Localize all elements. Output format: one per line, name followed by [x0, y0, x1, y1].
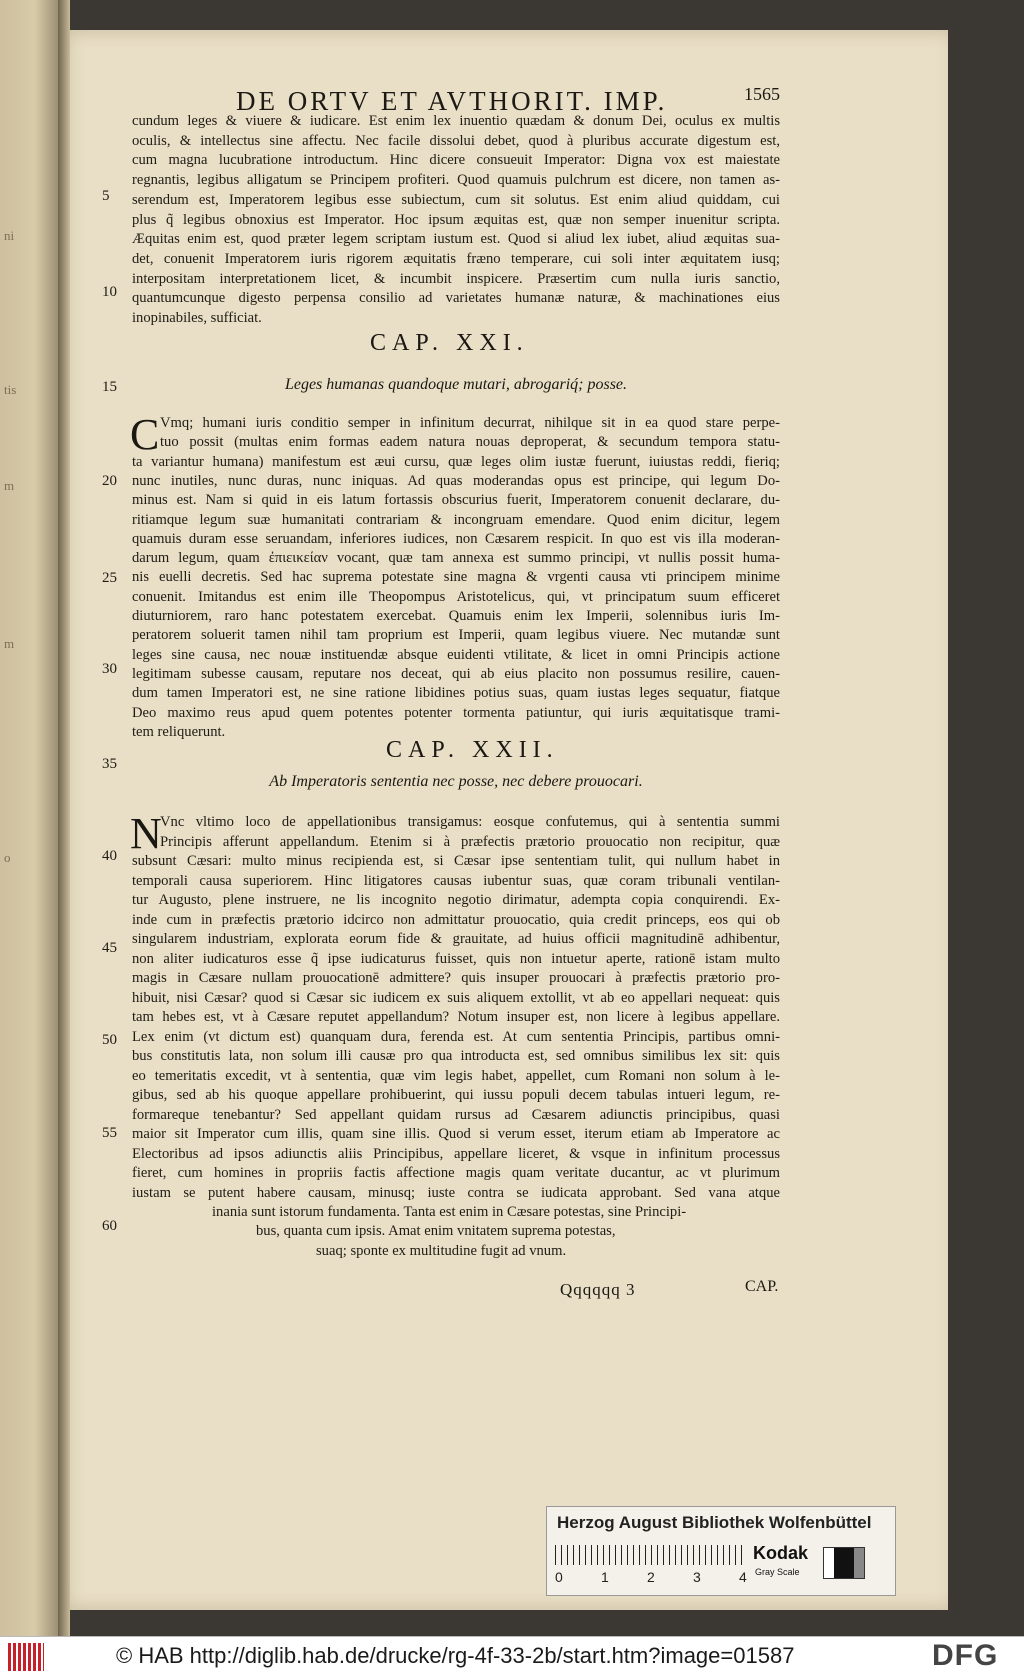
dfg-logo: DFG [932, 1639, 999, 1672]
chapter-21-heading: CAP. XXI. [370, 330, 529, 356]
text-line: Vmq; humani iuris conditio semper in infinitum decurrat, nihilque sit in ea quod stare perpe- [160, 415, 780, 431]
ruler-number: 2 [647, 1569, 655, 1585]
text-line: det, conuenit Imperatorem iuris rigorem æquitatis fræno temperare, cui soli inter æquitatem iusq; [132, 250, 780, 267]
line-number: 45 [102, 940, 117, 956]
text-line: Æquitas enim est, quod præter legem scriptam iustum est. Quod si aliud lex iubet, aliud æquitas sua- [132, 231, 780, 248]
text-line: peratorem soluerit tamen nihil tam proprium est Imperii, quam legibus viuere. Nec mutandæ sunt [132, 627, 780, 644]
grayscale-label: Gray Scale [755, 1567, 800, 1577]
ruler-number: 3 [693, 1569, 701, 1585]
kodak-label: Kodak [753, 1543, 809, 1563]
text-line: tem reliquerunt. [132, 723, 226, 740]
color-reference-card [546, 1506, 896, 1596]
text-line: plus q̃ legibus obnoxius est Imperator. Hoc ipsum æquitas est, quæ non semper inuenitur scripta. [132, 211, 780, 228]
text-line: conuenit. Imitandus est enim ille Theopompus Aristotelicus, qui, vt principatum suum efficeret [132, 588, 780, 605]
text-line: serendum est, Imperatorem legibus esse subiectum, cum sit solutus. Est enim aliud quiddam, cui [132, 191, 780, 208]
text-line: minus est. Nam si quid in eis latum fortassis obscurius fuerit, Imperatorem conuenit declarare, du- [132, 492, 780, 509]
text-line: quamuis duram esse seruandam, inferiores iudices, non Cæsarem respicit. In quo est vis illa moderan- [132, 530, 780, 547]
line-number: 55 [102, 1125, 117, 1141]
text-line: cum magna lucubratione introductum. Hinc dicere consueuit Imperator: Digna vox est maiestate [132, 152, 780, 169]
text-line: suaq; sponte ex multitudine fugit ad vnum. [316, 1243, 567, 1259]
text-line: quantumcunque digesto perpensa consilio ad varietates humanæ naturæ, & machinationes eius [132, 290, 780, 307]
ruler-number: 1 [601, 1569, 609, 1585]
facing-page-mark: m [4, 636, 15, 651]
text-line: iustam se putent habere causam, minusq; iuste contra se iudicata approbant. Sed vana atque [132, 1184, 780, 1201]
chapter-21-summary: Leges humanas quandoque mutari, abrogariq́; posse. [284, 376, 628, 393]
line-number: 15 [102, 379, 117, 395]
ruler-number: 0 [555, 1569, 563, 1585]
signature-mark: Qqqqqq 3 [560, 1280, 636, 1299]
text-line: Lex enim (vt dictum est) quanquam dura, ferenda est. At cum sententia Principis, partibus omni- [132, 1028, 780, 1045]
drop-cap-c: C [130, 410, 160, 459]
folio-number: 1565 [744, 84, 780, 104]
text-line: gibus, sed ab his quoque appellare prohibuerint, qui iussu populi decem tabulas intueri legum, re- [132, 1087, 780, 1103]
text-line: oculis, & intellectus sine affectu. Nec facile dissolui debet, quod à pluribus accurate digestum est, [132, 132, 780, 149]
text-line: legitimam subesse causam, reputare nos deceat, qui ab eius placito non possumus resilire, cauen- [132, 665, 780, 682]
text-line: dum tamen Imperatori est, ne sine ratione libidines potius suas, quam iustas leges sequatur, fiatque [132, 685, 780, 702]
text-line: nis euelli decretis. Sed hac suprema potestate sine magna & vrgenti causa vti principem minime [132, 569, 780, 586]
text-line: eo temeritatis excedit, vt à sententia, quæ vim legis habet, appellet, cum Romani non solum à le- [132, 1067, 780, 1084]
text-line: interpositam interpretationem licet, & incumbit inspicere. Præsertim cum nulla iuris sanctio, [132, 270, 780, 287]
text-line: fieret, cum homines in propriis factis affectione magis quam veritate ducantur, ac vt plurimum [132, 1165, 780, 1181]
hab-logo-icon [8, 1643, 44, 1671]
text-line: subsunt Cæsari: multo minus recipienda est, si Cæsar ipse sententiam tulit, qui nullum habet in [132, 853, 780, 869]
facing-page-mark: o [4, 850, 11, 865]
text-line: tam hebes est, vt à Cæsare reputet appellandum? Notum insuper est, non licere à legibus appellare. [132, 1009, 780, 1025]
text-line: Deo maximo reus apud quem potentes potenter tormenta patiuntur, qui iuris æquitatisque trami- [132, 704, 780, 721]
text-line: leges sine causa, nec nouæ instituendæ absque euidenti vtilitate, & licet in omni Principis actione [132, 646, 780, 663]
chapter-22-summary: Ab Imperatoris sententia nec posse, nec debere prouocari. [269, 773, 643, 790]
text-line: Electoribus ad ipsos adiunctis aliis Principibus, appellare liceret, & vsque in infinitum processus [132, 1145, 780, 1162]
text-line: diuturniorem, raro hanc potestatem exercebat. Quamuis enim lex Imperii, solennibus iuris Im- [132, 608, 780, 624]
gray-swatch [823, 1547, 865, 1579]
footer-copyright-link[interactable]: © HAB http://diglib.hab.de/drucke/rg-4f-33-2b/start.htm?image=01587 [116, 1643, 795, 1668]
line-number: 25 [102, 570, 117, 586]
facing-page-mark: m [4, 478, 15, 493]
text-line: temporali causa superiorem. Hinc litigatores causas iubentur suas, quæ coram tribunali ventilan- [132, 872, 780, 889]
text-line: singularem industriam, explorata eorum fide & grauitate, ad huius officii magnitudinē adhibentur, [132, 931, 780, 947]
footer-bar [0, 1636, 1024, 1678]
text-line: hibuit, nisi Cæsar? quod si Cæsar sic iudicem ex suis aliquem extollit, vt ab eo appellari nequeat: quis [132, 989, 780, 1006]
text-line: darum legum, quam ἐπιεικείαν vocant, quæ tam annexa est summo principi, vt nullis possit huma- [132, 550, 780, 567]
line-number: 5 [102, 188, 110, 204]
text-line: cundum leges & viuere & iudicare. Est enim lex inuentio quædam & donum Dei, oculus ex multis [132, 113, 780, 129]
ruler-scale [555, 1545, 745, 1565]
chapter-22-heading: CAP. XXII. [386, 737, 559, 763]
facing-page-edge [0, 0, 58, 1636]
text-line: bus, quanta cum ipsis. Amat enim vnitatem suprema potestas, [256, 1223, 616, 1239]
text-line: tuo possit (multas enim formas eadem natura nouas deproperat, & secundum tempora statu- [160, 434, 780, 451]
text-line: Principis afferunt appellandum. Etenim si à præfectis prætorio prouocatio non recipitur, quæ [160, 833, 780, 850]
facing-page-mark: ni [4, 228, 15, 243]
text-line: inania sunt istorum fundamenta. Tanta est enim in Cæsare potestas, sine Principi- [212, 1204, 687, 1220]
card-title: Herzog August Bibliothek Wolfenbüttel [557, 1513, 872, 1532]
text-line: ritiamque legum suæ humanitati contrariam & incongruam emendare. Quod enim dicitur, legem [132, 511, 780, 528]
line-number: 35 [102, 756, 117, 772]
text-line: magis in Cæsare nullam prouocationē admittere? quis insuper prouocari à præfectis prætorio pro- [132, 970, 780, 986]
drop-cap-n: N [130, 809, 162, 858]
line-number: 30 [102, 661, 117, 677]
line-number: 40 [102, 848, 117, 864]
text-line: inde cum in præfectis prætorio idcirco non admittatur prouocatio, quia credit princeps, eos qui ob [132, 911, 780, 928]
line-number: 60 [102, 1218, 117, 1234]
text-line: tur Augusto, plene instruere, ne lis incognito negotio dirimatur, adempta copia conquirendi. Ex- [132, 892, 780, 908]
facing-page-mark: tis [4, 382, 17, 397]
text-line: non aliter iudicaturos esse q̃ ipse iudicaturus fuisset, quis non intuetur aperte, rationē istam multo [132, 950, 780, 967]
line-number: 20 [102, 473, 117, 489]
text-line: nunc inutiles, nunc duras, nunc iniquas. Ad quas moderandas opus est principe, qui legum Do- [132, 472, 780, 489]
line-number: 10 [102, 284, 117, 300]
text-line: regnantis, legibus alligatum se Principem profiteri. Quod quamuis pulchrum est dicere, non tamen as- [132, 172, 780, 189]
running-head: DE ORTV ET AVTHORIT. IMP. [236, 86, 668, 116]
text-line: maior sit Imperator cum illis, quam sine illis. Quod si verum esset, iterum etiam ab Imperatore ac [132, 1126, 780, 1142]
page-gutter [58, 0, 70, 1636]
ruler-number: 4 [739, 1569, 747, 1585]
text-line: ta variantur humana) manifestum est æui cursu, quæ leges olim iustæ fuerunt, iuiustas reddi, fieriq; [132, 453, 780, 470]
text-line: Vnc vltimo loco de appellationibus transigamus: eosque confutemus, qui à sententia summi [160, 814, 780, 830]
text-line: bus constitutis lata, non solum illi causæ pro qua introducta est, sed omnibus similibus lex sit: quis [132, 1048, 780, 1064]
text-line: inopinabiles, sufficiat. [132, 310, 262, 326]
text-line: formareque tenebantur? Sed appellant quidam rursus ad Cæsarem adiunctis principibus, quasi [132, 1106, 780, 1123]
catchword: CAP. [745, 1278, 779, 1295]
line-number: 50 [102, 1032, 117, 1048]
